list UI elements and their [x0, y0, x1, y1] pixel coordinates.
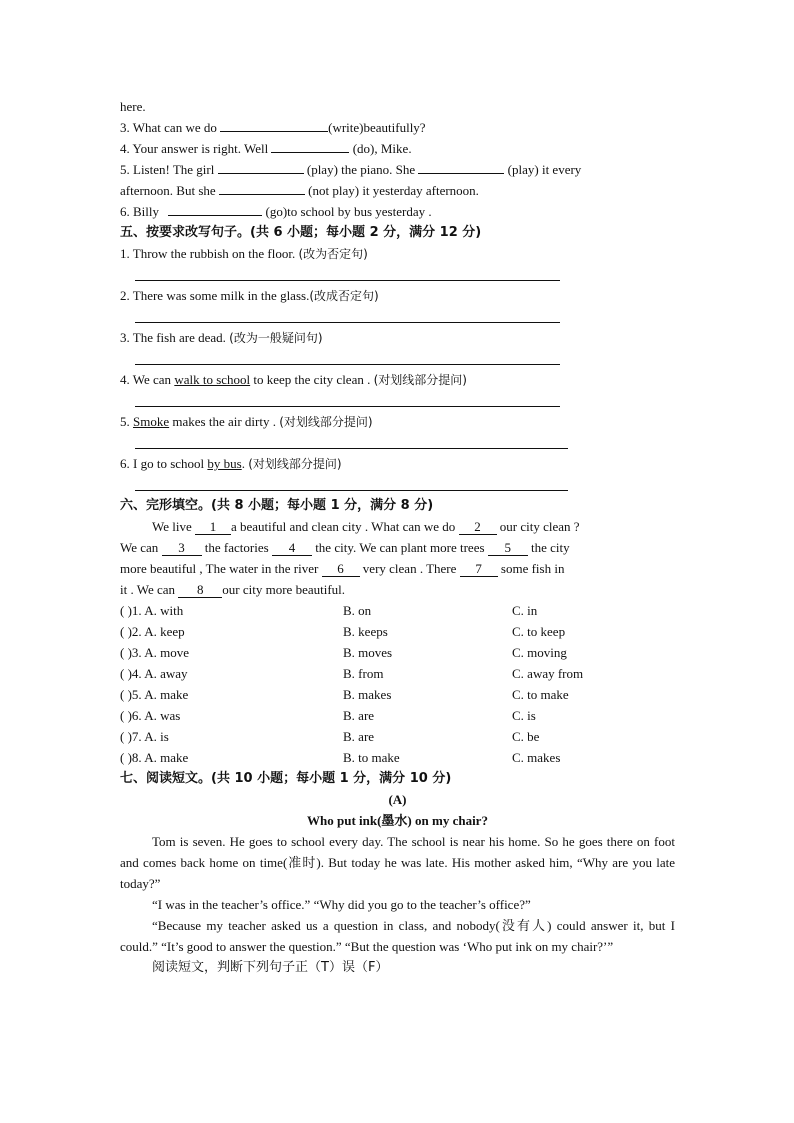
cloze-line-3: more beautiful , The water in the river 6 very clean . There 7 some fish in: [120, 561, 565, 576]
cloze-blank[interactable]: 6: [322, 561, 360, 577]
section-6-heading: 六、完形填空。(共 8 小题；每小题 1 分，满分 8 分): [120, 498, 434, 513]
question-5-cont: afternoon. But she (not play) it yesterday afternoon.: [120, 180, 675, 201]
rewrite-item-5: 5. Smoke makes the air dirty . (对划线部分提问): [120, 411, 675, 453]
answer-line[interactable]: [120, 390, 675, 411]
question-3: 3. What can we do (write)beautifully?: [120, 117, 675, 138]
option-row-3[interactable]: ( )3. A. move B. moves C. moving: [120, 645, 567, 660]
cloze-line-4: it . We can 8 our city more beautiful.: [120, 582, 346, 597]
answer-blank[interactable]: [218, 159, 304, 174]
cloze-line-1: We live 1 a beautiful and clean city . What can we do 2 our city clean ?: [152, 519, 580, 534]
question-5: 5. Listen! The girl (play) the piano. She (play) it every: [120, 159, 675, 180]
passage-paragraph: “I was in the teacher’s office.” “Why did you go to the teacher’s office?”: [152, 897, 531, 912]
answer-line[interactable]: [120, 348, 675, 369]
reading-instruction: 阅读短文，判断下列句子正（T）误（F）: [152, 960, 389, 975]
passage-paragraph: “Because my teacher asked us a question in class, and nobody(没有人) could answer it, but I could.” “It’s good to answer the question.” “But the question was ‘Who put ink on my chair?’”: [120, 918, 675, 954]
rewrite-item-2: 2. There was some milk in the glass.(改成否定句): [120, 285, 675, 327]
rewrite-item-6: 6. I go to school by bus. (对划线部分提问): [120, 453, 675, 495]
worksheet-page: [120, 96, 675, 978]
cloze-blank[interactable]: 5: [488, 540, 528, 556]
answer-blank[interactable]: [271, 138, 349, 153]
section-7-heading: 七、阅读短文。(共 10 小题；每小题 1 分，满分 10 分): [120, 771, 452, 786]
option-row-7[interactable]: ( )7. A. is B. are C. be: [120, 729, 540, 744]
option-row-4[interactable]: ( )4. A. away B. from C. away from: [120, 666, 584, 681]
underlined-part: walk to school: [174, 372, 251, 387]
rewrite-item-1: 1. Throw the rubbish on the floor. (改为否定句): [120, 243, 675, 285]
answer-line[interactable]: [120, 306, 675, 327]
underlined-part: by bus: [207, 456, 242, 471]
answer-blank[interactable]: [219, 180, 305, 195]
answer-blank[interactable]: [220, 117, 328, 132]
answer-line[interactable]: [120, 474, 675, 495]
option-row-5[interactable]: ( )5. A. make B. makes C. to make: [120, 687, 569, 702]
rewrite-item-3: 3. The fish are dead. (改为一般疑问句): [120, 327, 675, 369]
passage-paragraph: Tom is seven. He goes to school every day. The school is near his home. So he goes there on foot and comes back home on time(准时). But today he was late. His mother asked him, “Why are you late today?”: [120, 834, 675, 891]
text-line: here.: [120, 99, 146, 114]
answer-blank[interactable]: [168, 201, 262, 216]
option-row-1[interactable]: ( )1. A. with B. on C. in: [120, 603, 538, 618]
cloze-blank[interactable]: 8: [178, 582, 222, 598]
answer-line[interactable]: [120, 264, 675, 285]
option-row-6[interactable]: ( )6. A. was B. are C. is: [120, 708, 536, 723]
option-row-8[interactable]: ( )8. A. make B. to make C. makes: [120, 750, 561, 765]
passage-title: Who put ink(墨水) on my chair?: [307, 813, 488, 828]
cloze-blank[interactable]: 2: [459, 519, 497, 535]
rewrite-item-4: 4. We can walk to school to keep the city clean . (对划线部分提问): [120, 369, 675, 411]
underlined-part: Smoke: [133, 414, 170, 429]
cloze-options: [120, 600, 675, 768]
passage-label: (A): [388, 792, 407, 807]
question-6: 6. Billy (go)to school by bus yesterday .: [120, 201, 675, 222]
cloze-blank[interactable]: 1: [195, 519, 231, 535]
question-4: 4. Your answer is right. Well (do), Mike.: [120, 138, 675, 159]
answer-line[interactable]: [120, 432, 675, 453]
option-row-2[interactable]: ( )2. A. keep B. keeps C. to keep: [120, 624, 566, 639]
cloze-line-2: We can 3 the factories 4 the city. We can plant more trees 5 the city: [120, 540, 570, 555]
section-5-heading: 五、按要求改写句子。(共 6 小题；每小题 2 分，满分 12 分): [120, 225, 482, 240]
cloze-blank[interactable]: 7: [460, 561, 498, 577]
cloze-blank[interactable]: 3: [162, 540, 202, 556]
answer-blank[interactable]: [418, 159, 504, 174]
cloze-blank[interactable]: 4: [272, 540, 312, 556]
